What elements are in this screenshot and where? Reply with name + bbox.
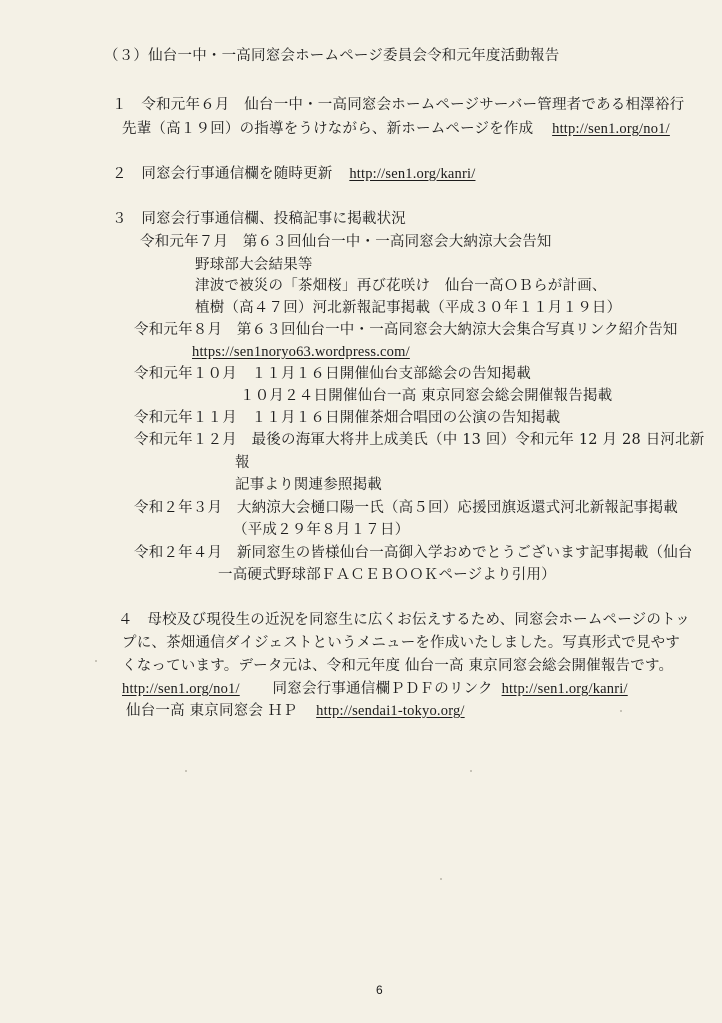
item3-line: 報 [235, 455, 250, 471]
item3-line: 令和２年３月 大納涼大会樋口陽一氏（高５回）応援団旗返還式河北新報記事掲載 [134, 500, 678, 516]
item1-text: 先輩（高１９回）の指導をうけながら、新ホームページを作成 [122, 121, 534, 137]
section-heading: （３）仙台一中・一高同窓会ホームページ委員会令和元年度活動報告 [104, 48, 560, 64]
scan-speck [95, 660, 97, 662]
item4-url1-link[interactable]: http://sen1.org/no1/ [122, 681, 240, 697]
item4-hp-link[interactable]: http://sendai1-tokyo.org/ [316, 703, 465, 719]
scan-speck [620, 710, 622, 712]
page-number: 6 [376, 983, 383, 997]
item1-url-link[interactable]: http://sen1.org/no1/ [552, 121, 670, 137]
item4-line: くなっています。データ元は、令和元年度 仙台一高 東京同窓会総会開催報告です。 [122, 658, 674, 674]
scan-speck [470, 770, 472, 772]
item3-line: 一高硬式野球部ＦＡＣＥＢＯＯＫページより引用） [218, 567, 556, 583]
item3-line: 記事より関連参照掲載 [235, 477, 382, 493]
item3-line: １０月２４日開催仙台一高 東京同窓会総会開催報告掲載 [240, 388, 613, 404]
item3-line: 野球部大会結果等 [195, 257, 313, 273]
item2-url-link[interactable]: http://sen1.org/kanri/ [349, 166, 476, 182]
item3-line: 令和２年４月 新同窓生の皆様仙台一高御入学おめでとうございます記事掲載（仙台 [134, 545, 693, 561]
item3-line: 令和元年１０月 １１月１６日開催仙台支部総会の告知掲載 [134, 366, 531, 382]
item4-hp-label: 仙台一高 東京同窓会 ＨＰ [126, 703, 298, 719]
item3-title: ３ 同窓会行事通信欄、投稿記事に掲載状況 [112, 211, 406, 227]
item1-line2 [122, 119, 670, 139]
item4-hp-line [126, 701, 465, 721]
item3-line: 令和元年１２月 最後の海軍大将井上成美氏（中 13 回）令和元年 12 月 28 日河北新 [134, 432, 705, 448]
item3-line: 令和元年７月 第６３回仙台一中・一高同窓会大納涼大会告知 [140, 234, 552, 250]
item3-line: 令和元年１１月 １１月１６日開催茶畑合唱団の公演の告知掲載 [134, 410, 561, 426]
scan-speck [440, 878, 442, 880]
item4-line: プに、茶畑通信ダイジェストというメニューを作成いたしました。写真形式で見やす [122, 635, 681, 651]
item3-line: 令和元年８月 第６３回仙台一中・一高同窓会大納涼大会集合写真リンク紹介告知 [134, 322, 678, 338]
item3-wordpress-link[interactable]: https://sen1noryo63.wordpress.com/ [192, 344, 410, 360]
item3-line: （平成２９年８月１７日） [233, 522, 410, 538]
item4-line: ４ 母校及び現役生の近況を同窓生に広くお伝えするため、同窓会ホームページのトッ [118, 612, 690, 628]
item3-line: 植樹（高４７回）河北新報記事掲載（平成３０年１１月１９日） [195, 300, 622, 316]
item1-line1: １ 令和元年６月 仙台一中・一高同窓会ホームページサーバー管理者である相澤裕行 [112, 97, 685, 113]
item4-url2-link[interactable]: http://sen1.org/kanri/ [501, 681, 628, 697]
item2-line [112, 164, 475, 184]
item4-links-line [122, 679, 628, 699]
item3-line: 津波で被災の「茶畑桜」再び花咲け 仙台一高ＯＢらが計画、 [195, 278, 607, 294]
item2-text: ２ 同窓会行事通信欄を随時更新 [112, 166, 333, 182]
item4-mid-text: 同窓会行事通信欄ＰＤＦのリンク [272, 681, 493, 697]
scan-speck [185, 770, 187, 772]
